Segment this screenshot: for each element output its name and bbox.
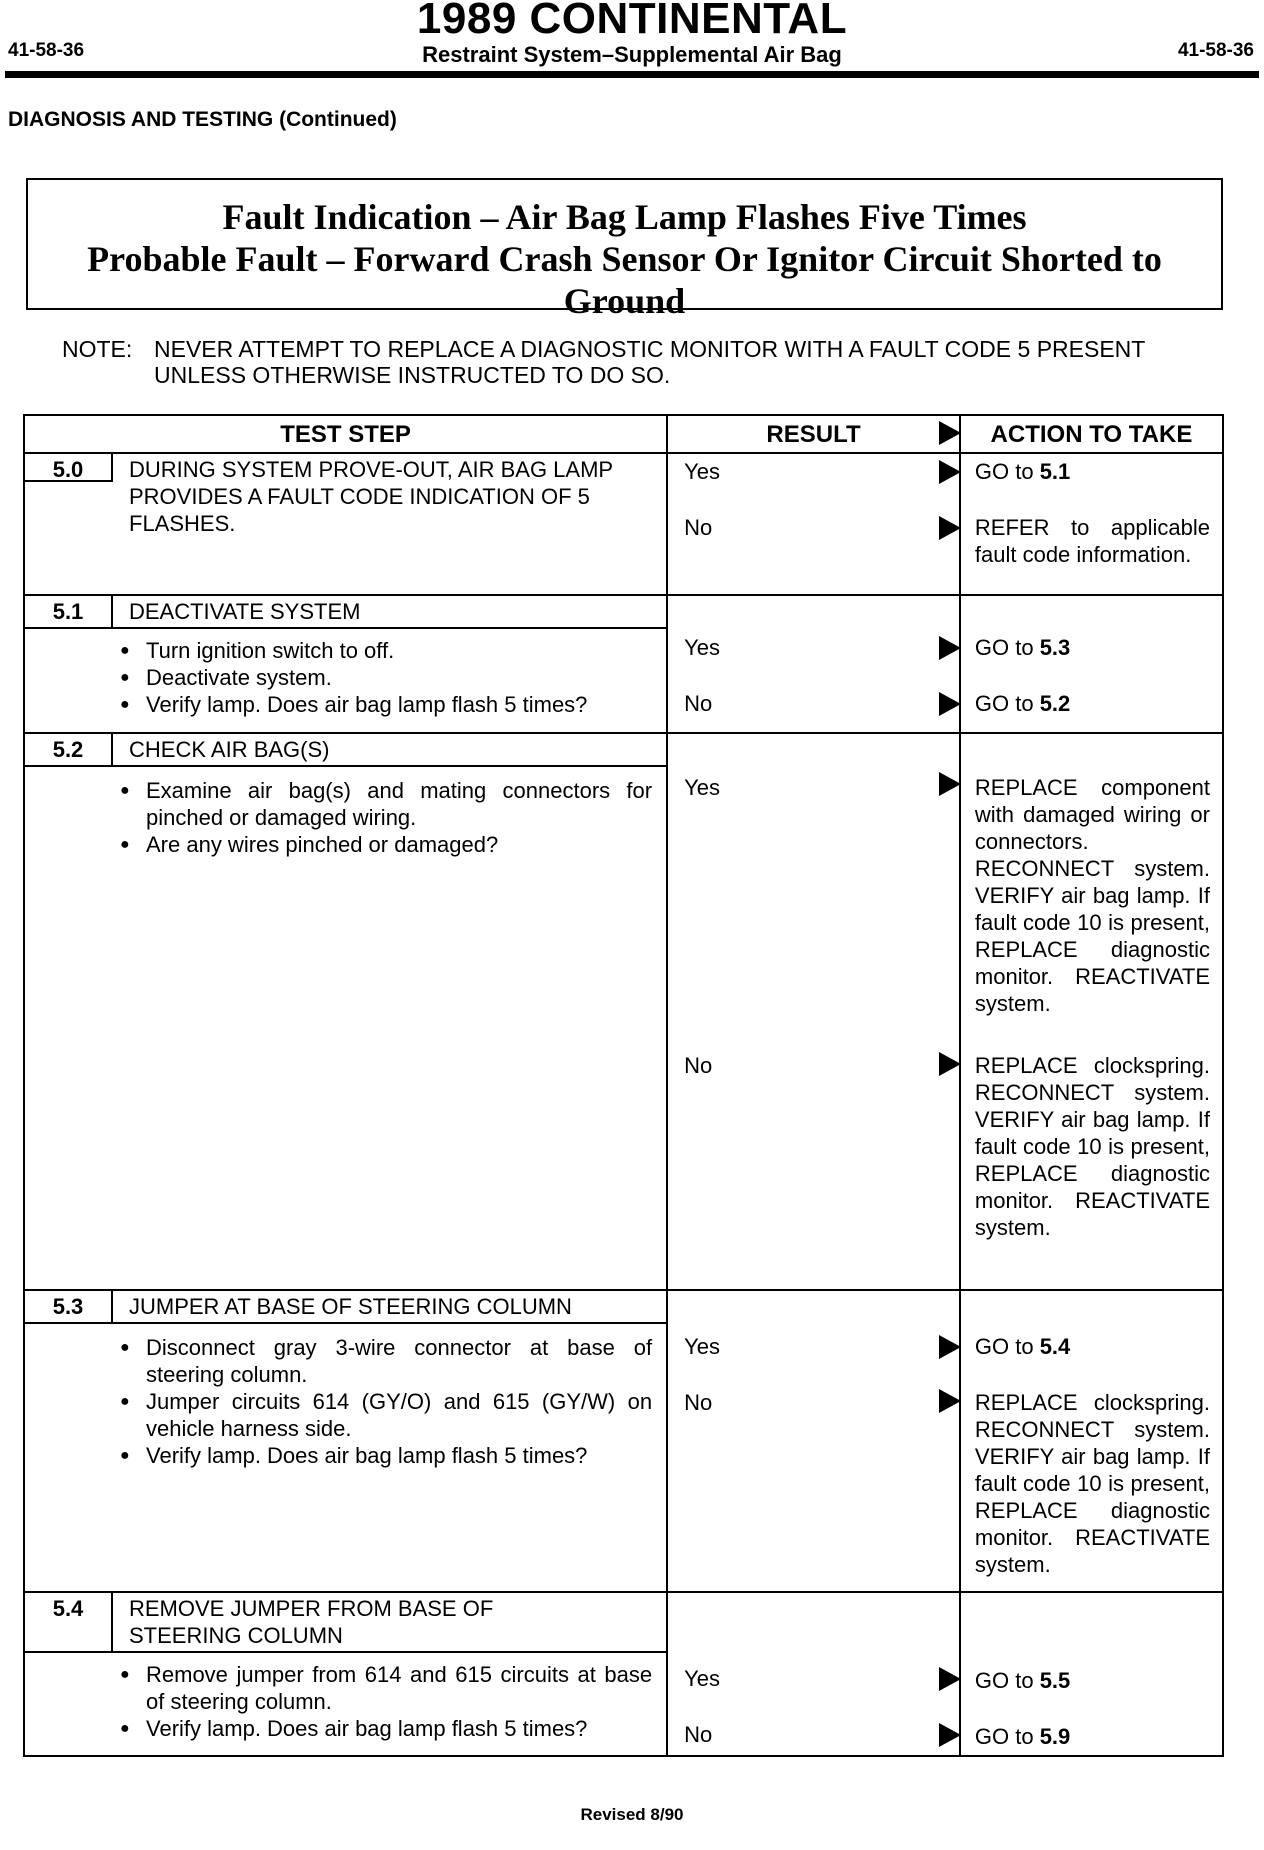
- step-bullet: ● Disconnect gray 3-wire connector at base of steering column.: [120, 1334, 652, 1388]
- result-cell: [667, 733, 960, 1290]
- step-bullet: ● Verify lamp. Does air bag lamp flash 5 times?: [120, 1442, 652, 1469]
- arrow-icon: [939, 692, 961, 716]
- fault-indication-line: Fault Indication – Air Bag Lamp Flashes Five Times: [222, 197, 1027, 237]
- result-yes: Yes: [684, 459, 720, 484]
- action-text: GO to 5.1: [974, 459, 1071, 484]
- page-code-right: 41-58-36: [1177, 40, 1254, 61]
- arrow-icon: [939, 1667, 961, 1691]
- note-label: NOTE:: [62, 336, 133, 362]
- result-cell: [667, 595, 960, 733]
- document-subtitle: Restraint System–Supplemental Air Bag: [422, 42, 842, 67]
- step-bullet: ● Deactivate system.: [120, 664, 652, 691]
- step-bullet: ● Remove jumper from 614 and 615 circuits at base of steering column.: [120, 1661, 652, 1715]
- action-text: REPLACE clockspring. RECONNECT system. VERIFY air bag lamp. If fault code 10 is present, REPLACE diagnostic monitor. REACTIVATE system.: [974, 1390, 1210, 1577]
- step-title: JUMPER AT BASE OF STEERING COLUMN: [129, 1294, 572, 1319]
- header-action: ACTION TO TAKE: [960, 415, 1223, 453]
- action-text: GO to 5.5: [974, 1668, 1071, 1693]
- arrow-icon: [939, 1052, 961, 1076]
- arrow-icon: [939, 460, 961, 484]
- result-no: No: [684, 515, 713, 540]
- step-cell: [24, 453, 667, 595]
- arrow-icon: [939, 421, 961, 445]
- result-cell: [667, 1592, 960, 1756]
- result-no: No: [684, 691, 713, 716]
- result-no: No: [684, 1722, 713, 1747]
- action-text: GO to 5.3: [974, 635, 1071, 660]
- step-bullet: ● Examine air bag(s) and mating connectors for pinched or damaged wiring.: [120, 777, 652, 831]
- revision-footer: Revised 8/90: [580, 1805, 684, 1824]
- arrow-icon: [939, 1335, 961, 1359]
- result-cell: [667, 453, 960, 595]
- result-cell: [667, 1290, 960, 1592]
- document-title: 1989 CONTINENTAL: [416, 0, 848, 43]
- step-cell: [24, 733, 667, 1290]
- action-text: REFER to applicable fault code information.: [974, 515, 1210, 567]
- action-cell: [960, 453, 1223, 595]
- note-line-1: NEVER ATTEMPT TO REPLACE A DIAGNOSTIC MONITOR WITH A FAULT CODE 5 PRESENT: [154, 336, 1146, 362]
- result-yes: Yes: [684, 1334, 720, 1359]
- step-bullet: ● Turn ignition switch to off.: [120, 637, 652, 664]
- table-row: [24, 1592, 1223, 1756]
- header-result: RESULT: [667, 415, 960, 453]
- action-cell: [960, 733, 1223, 1290]
- step-title: CHECK AIR BAG(S): [129, 737, 330, 762]
- arrow-icon: [939, 636, 961, 660]
- action-text: REPLACE component with damaged wiring or connectors. RECONNECT system. VERIFY air bag lamp. If fault code 10 is present, REPLACE diagnostic monitor. REACTIVATE system.: [974, 775, 1210, 1016]
- step-number: 5.4: [25, 1593, 113, 1651]
- table-row: [24, 1290, 1223, 1592]
- arrow-icon: [939, 1389, 961, 1413]
- table-row: [24, 595, 1223, 733]
- step-number: 5.2: [25, 734, 113, 765]
- result-no: No: [684, 1053, 713, 1078]
- step-bullet: ● Are any wires pinched or damaged?: [120, 831, 652, 858]
- arrow-icon: [939, 1723, 961, 1747]
- table-row: [24, 733, 1223, 1290]
- result-yes: Yes: [684, 1666, 720, 1691]
- action-text: GO to 5.2: [974, 691, 1071, 716]
- step-cell: [24, 1592, 667, 1756]
- probable-fault-line: Probable Fault – Forward Crash Sensor Or Ignitor Circuit Shorted to Ground: [87, 239, 1162, 321]
- page-code-left: 41-58-36: [8, 40, 85, 61]
- test-step-table: [23, 414, 1224, 1757]
- action-text: GO to 5.4: [974, 1334, 1071, 1359]
- header-test-step: TEST STEP: [24, 415, 667, 453]
- action-cell: [960, 595, 1223, 733]
- arrow-icon: [939, 772, 961, 796]
- step-title: DEACTIVATE SYSTEM: [129, 599, 361, 624]
- result-yes: Yes: [684, 775, 720, 800]
- result-no: No: [684, 1390, 713, 1415]
- action-text: REPLACE clockspring. RECONNECT system. VERIFY air bag lamp. If fault code 10 is present, REPLACE diagnostic monitor. REACTIVATE system.: [974, 1053, 1210, 1240]
- header-rule: [5, 71, 1259, 78]
- action-cell: [960, 1290, 1223, 1592]
- step-title: REMOVE JUMPER FROM BASE OF STEERING COLUMN: [129, 1596, 494, 1648]
- step-cell: [24, 595, 667, 733]
- step-cell: [24, 1290, 667, 1592]
- step-number: 5.0: [25, 454, 113, 482]
- step-bullet: ● Jumper circuits 614 (GY/O) and 615 (GY/W) on vehicle harness side.: [120, 1388, 652, 1442]
- step-number: 5.3: [25, 1291, 113, 1322]
- action-cell: [960, 1592, 1223, 1756]
- note-line-2: UNLESS OTHERWISE INSTRUCTED TO DO SO.: [154, 362, 671, 388]
- table-row: [24, 453, 1223, 595]
- arrow-icon: [939, 516, 961, 540]
- fault-indication-box: [26, 178, 1223, 321]
- step-title: DURING SYSTEM PROVE-OUT, AIR BAG LAMP PROVIDES A FAULT CODE INDICATION OF 5 FLASHES.: [129, 457, 613, 536]
- action-text: GO to 5.9: [974, 1724, 1071, 1749]
- result-yes: Yes: [684, 635, 720, 660]
- note-block: [62, 336, 1145, 388]
- step-number: 5.1: [25, 596, 113, 627]
- section-heading: DIAGNOSIS AND TESTING (Continued): [8, 108, 397, 131]
- step-bullet: ● Verify lamp. Does air bag lamp flash 5 times?: [120, 1715, 652, 1742]
- step-bullet: ● Verify lamp. Does air bag lamp flash 5 times?: [120, 691, 652, 718]
